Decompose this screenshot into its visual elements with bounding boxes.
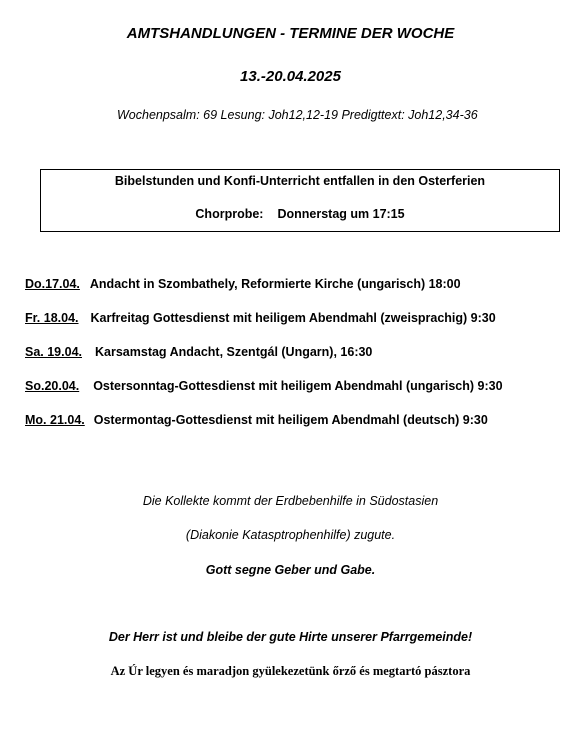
- collection-note: Die Kollekte kommt der Erdbebenhilfe in Südostasien: [142, 494, 439, 508]
- week-date-range: 13.-20.04.2025: [240, 68, 341, 85]
- notice-box: [40, 169, 560, 232]
- service-day: So.20.04.: [25, 379, 80, 393]
- choir-label: Chorprobe:: [195, 207, 264, 221]
- service-day: Mo. 21.04.: [25, 413, 85, 427]
- closing-line-german: Der Herr ist und bleibe der gute Hirte unserer Pfarrgemeinde!: [108, 630, 473, 644]
- closing-line-hungarian: Az Úr legyen és maradjon gyülekezetünk őrző és megtartó pásztora: [110, 664, 471, 678]
- service-description: Karsamstag Andacht, Szentgál (Ungarn), 16:30: [95, 345, 373, 359]
- service-day: Fr. 18.04.: [25, 311, 79, 325]
- service-description: Andacht in Szombathely, Reformierte Kirche (ungarisch) 18:00: [89, 277, 461, 291]
- service-description: Ostermontag-Gottesdienst mit heiligem Abendmahl (deutsch) 9:30: [93, 413, 488, 427]
- notice-bible-study: Bibelstunden und Konfi-Unterricht entfallen in den Osterferien: [114, 174, 486, 188]
- service-description: Karfreitag Gottesdienst mit heiligem Abendmahl (zweisprachig) 9:30: [90, 311, 496, 325]
- weekly-readings: Wochenpsalm: 69 Lesung: Joh12,12-19 Predigttext: Joh12,34-36: [117, 108, 478, 122]
- service-entry: [25, 311, 496, 325]
- collection-note-recipient: (Diakonie Katasptrophenhilfe) zugute.: [185, 528, 396, 542]
- service-entry: [25, 277, 461, 291]
- service-day: Sa. 19.04.: [25, 345, 82, 359]
- service-entry: [25, 345, 372, 359]
- choir-time: Donnerstag um 17:15: [277, 207, 405, 221]
- service-entry: [25, 413, 488, 427]
- service-description: Ostersonntag-Gottesdienst mit heiligem Abendmahl (ungarisch) 9:30: [93, 379, 503, 393]
- blessing-line: Gott segne Geber und Gabe.: [205, 563, 376, 577]
- page-title: AMTSHANDLUNGEN - TERMINE DER WOCHE: [126, 25, 455, 42]
- service-day: Do.17.04.: [25, 277, 80, 291]
- service-entry: [25, 379, 503, 393]
- notice-choir-rehearsal: [41, 207, 559, 221]
